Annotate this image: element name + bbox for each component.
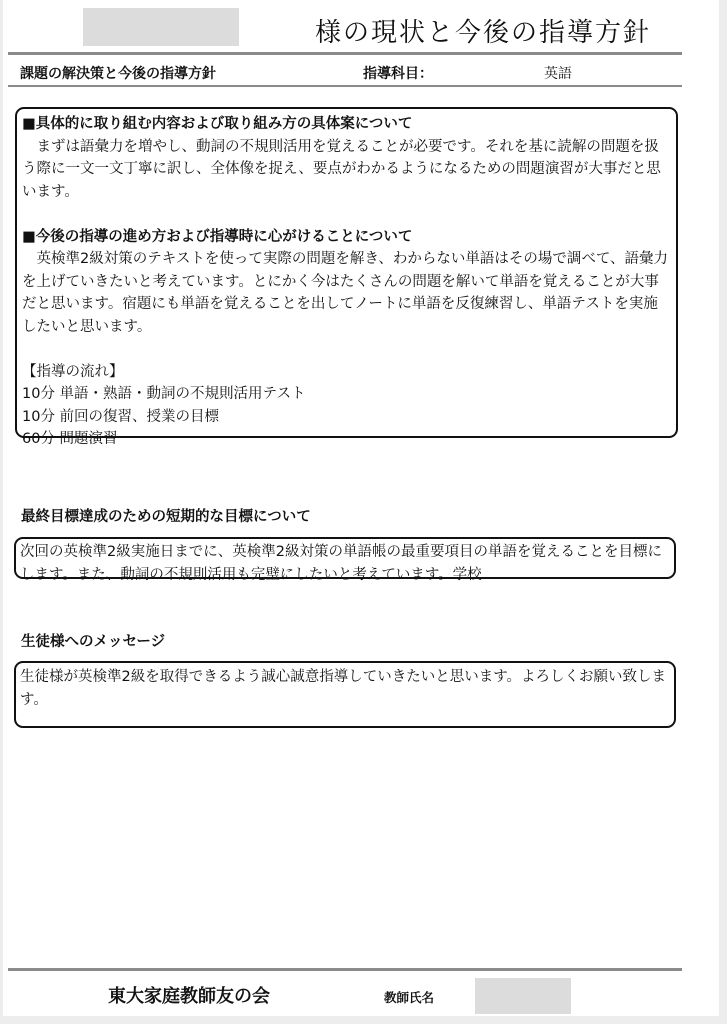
section-label: 課題の解決策と今後の指導方針 [20,66,216,82]
goal-box [14,537,676,583]
flow-title: 【指導の流れ】 [22,363,124,380]
subject-value: 英語 [544,66,572,82]
plan-box [15,107,678,447]
goal-title: 最終目標達成のための短期的な目標について [21,509,311,525]
flow-item: 60分 問題演習 [22,431,118,447]
organization-name: 東大家庭教師友の会 [108,986,270,1007]
plan-paragraph-1: まずは語彙力を増やし、動詞の不規則活用を覚えることが必要です。それを基に読解の問題を扱う際に一文一文丁寧に訳し、全体像を捉え、要点がわかるようになるための問題演習が大事だと思います。 [22,138,661,200]
message-title: 生徒様へのメッセージ [21,634,166,650]
teacher-name-redacted [475,978,571,1014]
subheader-divider [8,85,682,87]
message-text: 生徒様が英検準2級を取得できるよう誠心誠意指導していきたいと思います。よろしくお願い致します。 [20,669,667,708]
flow-item: 10分 単語・熟語・動詞の不規則活用テスト [22,386,306,402]
header-divider [8,52,682,55]
report-page [3,0,719,1016]
flow-item: 10分 前回の復習、授業の目標 [22,408,220,425]
plan-heading-2: ■今後の指導の進め方および指導時に心がけることについて [22,228,413,245]
message-box [14,661,676,728]
page-title: 様の現状と今後の指導方針 [315,18,652,48]
plan-heading-1: ■具体的に取り組む内容および取り組み方の具体案について [22,116,413,132]
subject-label: 指導科目： [363,66,433,82]
footer-divider [8,968,682,971]
student-name-redacted [83,8,239,46]
goal-text: 次回の英検準2級実施日までに、英検準2級対策の単語帳の最重要項目の単語を覚えることを目標にします。また、動詞の不規則活用も完璧にしたいと考えています。学校 [20,544,662,583]
teacher-label: 教師氏名 [384,990,435,1005]
plan-paragraph-2: 英検準2級対策のテキストを使って実際の問題を解き、わからない単語はその場で調べて、語彙力を上げていきたいと考えています。とにかく今はたくさんの問題を解いて単語を覚えることが大事だと思います。宿題にも単語を覚えることを出してノートに単語を反復練習し、単語テストを実施したいと思います。 [22,251,669,335]
